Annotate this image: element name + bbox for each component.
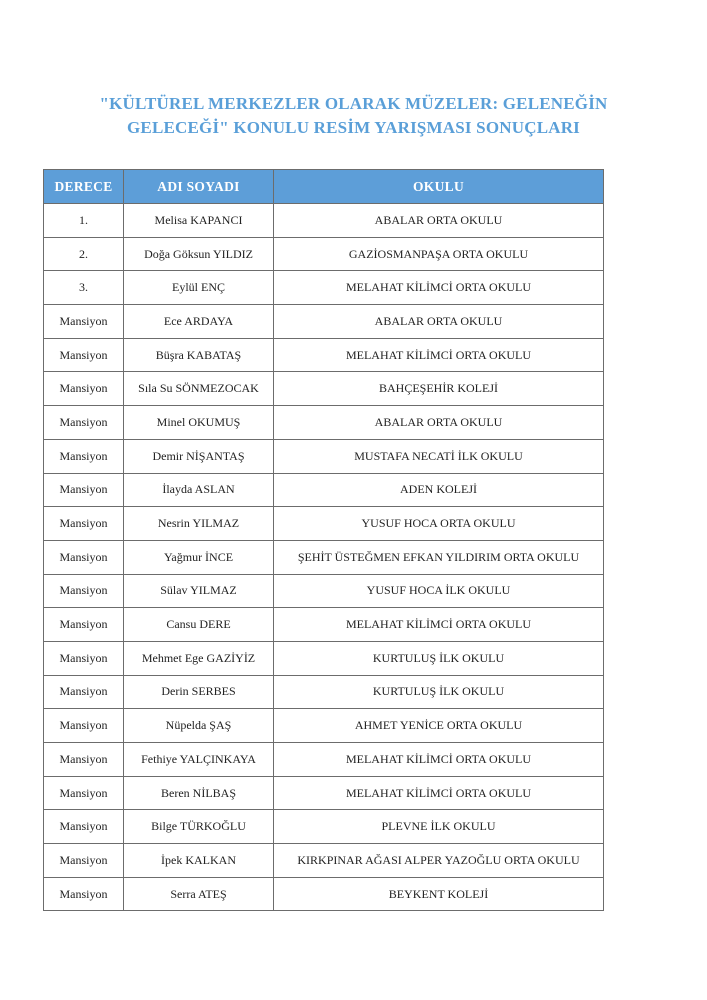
cell-derece: Mansiyon bbox=[44, 709, 124, 743]
document-title bbox=[0, 92, 707, 140]
table-row bbox=[44, 204, 604, 238]
cell-school: KIRKPINAR AĞASI ALPER YAZOĞLU ORTA OKULU bbox=[274, 844, 604, 878]
cell-name: İpek KALKAN bbox=[124, 844, 274, 878]
results-table bbox=[43, 169, 604, 911]
cell-derece: Mansiyon bbox=[44, 574, 124, 608]
cell-school: ŞEHİT ÜSTEĞMEN EFKAN YILDIRIM ORTA OKULU bbox=[274, 540, 604, 574]
cell-derece: Mansiyon bbox=[44, 372, 124, 406]
cell-name: Sülav YILMAZ bbox=[124, 574, 274, 608]
cell-name: Yağmur İNCE bbox=[124, 540, 274, 574]
cell-name: Fethiye YALÇINKAYA bbox=[124, 743, 274, 777]
cell-school: AHMET YENİCE ORTA OKULU bbox=[274, 709, 604, 743]
cell-derece: Mansiyon bbox=[44, 675, 124, 709]
cell-derece: 1. bbox=[44, 204, 124, 238]
cell-name: Sıla Su SÖNMEZOCAK bbox=[124, 372, 274, 406]
cell-name: Beren NİLBAŞ bbox=[124, 776, 274, 810]
cell-school: MELAHAT KİLİMCİ ORTA OKULU bbox=[274, 743, 604, 777]
table-row bbox=[44, 271, 604, 305]
table-row bbox=[44, 709, 604, 743]
table-row bbox=[44, 372, 604, 406]
cell-derece: Mansiyon bbox=[44, 540, 124, 574]
table-header-row bbox=[44, 170, 604, 204]
table-row bbox=[44, 473, 604, 507]
cell-name: Demir NİŞANTAŞ bbox=[124, 439, 274, 473]
cell-name: Doğa Göksun YILDIZ bbox=[124, 237, 274, 271]
cell-school: BAHÇEŞEHİR KOLEJİ bbox=[274, 372, 604, 406]
table-row bbox=[44, 439, 604, 473]
table-row bbox=[44, 338, 604, 372]
cell-derece: 2. bbox=[44, 237, 124, 271]
cell-name: Nesrin YILMAZ bbox=[124, 507, 274, 541]
cell-derece: 3. bbox=[44, 271, 124, 305]
table-row bbox=[44, 776, 604, 810]
header-derece: DERECE bbox=[44, 170, 124, 204]
header-okulu: OKULU bbox=[274, 170, 604, 204]
cell-derece: Mansiyon bbox=[44, 877, 124, 911]
table-row bbox=[44, 608, 604, 642]
table-row bbox=[44, 844, 604, 878]
cell-school: BEYKENT KOLEJİ bbox=[274, 877, 604, 911]
cell-school: YUSUF HOCA ORTA OKULU bbox=[274, 507, 604, 541]
cell-name: Mehmet Ege GAZİYİZ bbox=[124, 641, 274, 675]
cell-name: Serra ATEŞ bbox=[124, 877, 274, 911]
cell-name: Büşra KABATAŞ bbox=[124, 338, 274, 372]
cell-school: MELAHAT KİLİMCİ ORTA OKULU bbox=[274, 271, 604, 305]
cell-derece: Mansiyon bbox=[44, 305, 124, 339]
cell-school: MELAHAT KİLİMCİ ORTA OKULU bbox=[274, 776, 604, 810]
table-row bbox=[44, 406, 604, 440]
cell-name: Derin SERBES bbox=[124, 675, 274, 709]
table-row bbox=[44, 237, 604, 271]
cell-derece: Mansiyon bbox=[44, 810, 124, 844]
cell-school: ABALAR ORTA OKULU bbox=[274, 406, 604, 440]
cell-name: İlayda ASLAN bbox=[124, 473, 274, 507]
table-row bbox=[44, 641, 604, 675]
table-row bbox=[44, 810, 604, 844]
table-row bbox=[44, 305, 604, 339]
cell-school: MELAHAT KİLİMCİ ORTA OKULU bbox=[274, 338, 604, 372]
cell-derece: Mansiyon bbox=[44, 641, 124, 675]
cell-school: GAZİOSMANPAŞA ORTA OKULU bbox=[274, 237, 604, 271]
cell-school: PLEVNE İLK OKULU bbox=[274, 810, 604, 844]
cell-school: KURTULUŞ İLK OKULU bbox=[274, 675, 604, 709]
table-row bbox=[44, 540, 604, 574]
cell-name: Cansu DERE bbox=[124, 608, 274, 642]
cell-name: Nüpelda ŞAŞ bbox=[124, 709, 274, 743]
table-row bbox=[44, 574, 604, 608]
cell-name: Bilge TÜRKOĞLU bbox=[124, 810, 274, 844]
cell-derece: Mansiyon bbox=[44, 743, 124, 777]
cell-school: ABALAR ORTA OKULU bbox=[274, 305, 604, 339]
cell-school: MELAHAT KİLİMCİ ORTA OKULU bbox=[274, 608, 604, 642]
cell-name: Eylül ENÇ bbox=[124, 271, 274, 305]
cell-derece: Mansiyon bbox=[44, 406, 124, 440]
cell-school: YUSUF HOCA İLK OKULU bbox=[274, 574, 604, 608]
cell-school: ADEN KOLEJİ bbox=[274, 473, 604, 507]
cell-school: MUSTAFA NECATİ İLK OKULU bbox=[274, 439, 604, 473]
cell-derece: Mansiyon bbox=[44, 507, 124, 541]
title-line-1: "KÜLTÜREL MERKEZLER OLARAK MÜZELER: GELENEĞİN bbox=[99, 94, 608, 113]
cell-name: Ece ARDAYA bbox=[124, 305, 274, 339]
cell-derece: Mansiyon bbox=[44, 844, 124, 878]
table-row bbox=[44, 743, 604, 777]
cell-name: Minel OKUMUŞ bbox=[124, 406, 274, 440]
cell-derece: Mansiyon bbox=[44, 473, 124, 507]
cell-school: ABALAR ORTA OKULU bbox=[274, 204, 604, 238]
cell-derece: Mansiyon bbox=[44, 338, 124, 372]
title-line-2: GELECEĞİ" KONULU RESİM YARIŞMASI SONUÇLARI bbox=[127, 118, 580, 137]
cell-derece: Mansiyon bbox=[44, 608, 124, 642]
cell-derece: Mansiyon bbox=[44, 776, 124, 810]
table-row bbox=[44, 507, 604, 541]
table-row bbox=[44, 675, 604, 709]
cell-school: KURTULUŞ İLK OKULU bbox=[274, 641, 604, 675]
header-adi-soyadi: ADI SOYADI bbox=[124, 170, 274, 204]
cell-derece: Mansiyon bbox=[44, 439, 124, 473]
table-row bbox=[44, 877, 604, 911]
cell-name: Melisa KAPANCI bbox=[124, 204, 274, 238]
